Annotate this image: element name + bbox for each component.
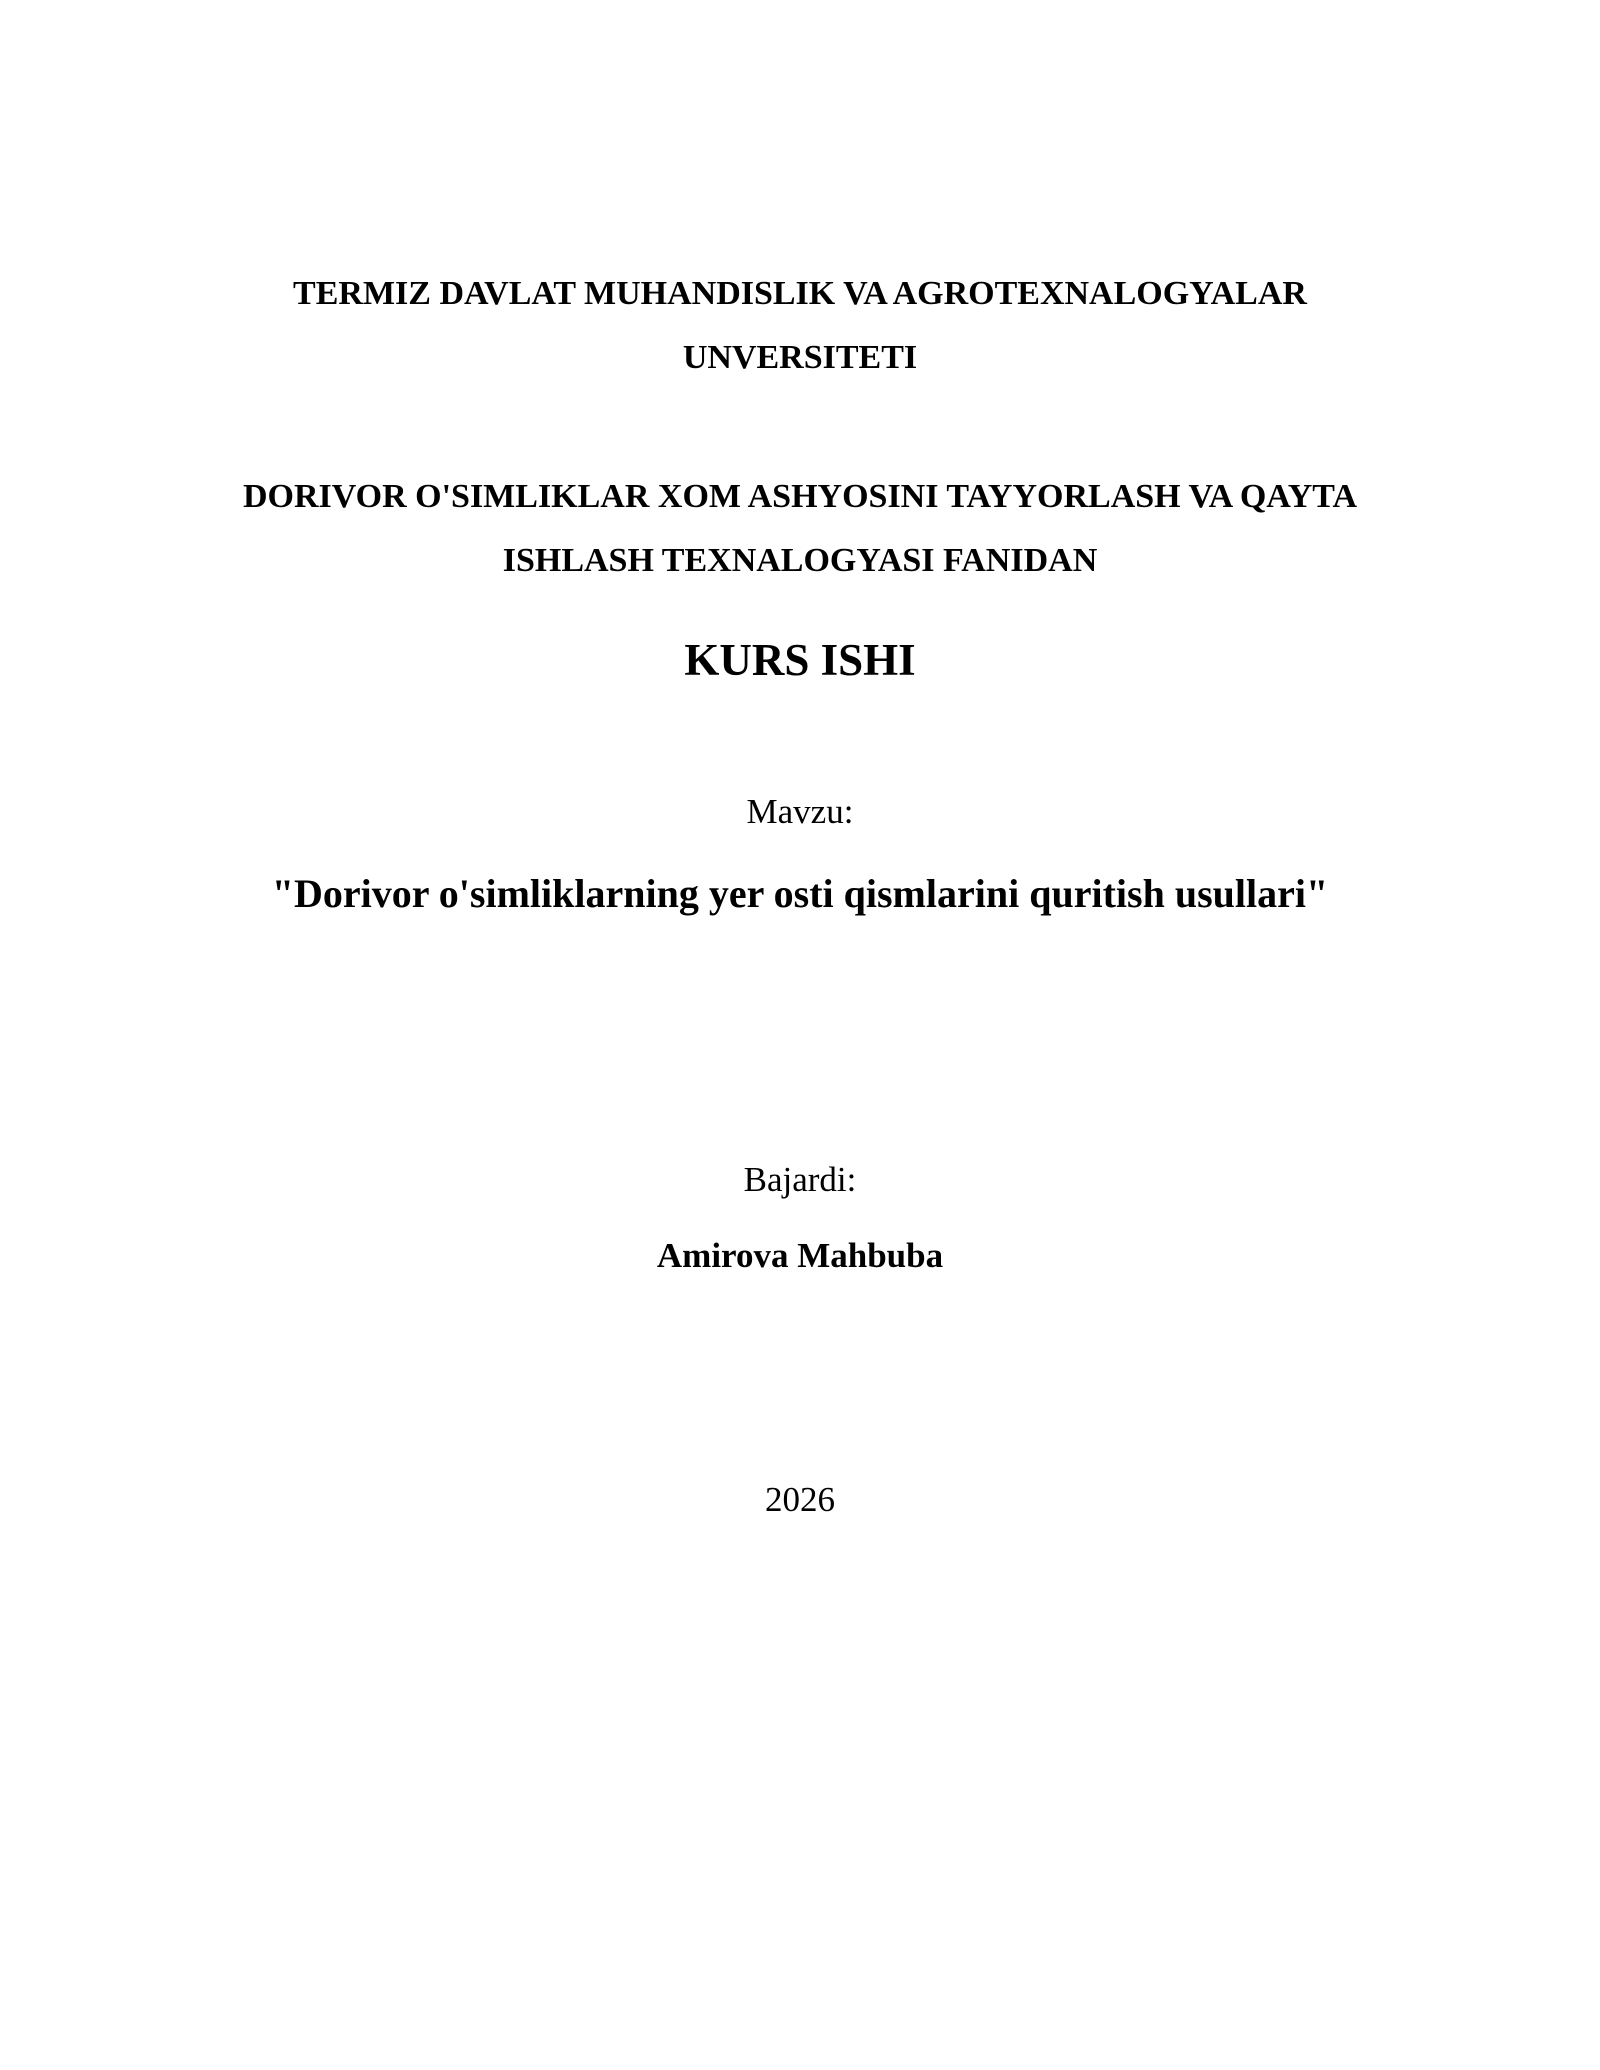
- author-name: Amirova Mahbuba: [656, 1236, 944, 1275]
- institution-name-line-1: TERMIZ DAVLAT MUHANDISLIK VA AGROTEXNALOGYALAR: [293, 275, 1307, 312]
- subject-name-line-2: ISHLASH TEXNALOGYASI FANIDAN: [502, 542, 1098, 579]
- institution-name-line-2: UNVERSITETI: [682, 339, 918, 376]
- author-label: Bajardi:: [743, 1160, 857, 1199]
- subject-name-line-1: DORIVOR O'SIMLIKLAR XOM ASHYOSINI TAYYORLASH VA QAYTA: [242, 478, 1357, 515]
- topic-label: Mavzu:: [746, 792, 854, 831]
- topic-title: "Dorivor o'simliklarning yer osti qismlarini quritish usullari": [271, 871, 1329, 916]
- document-type-heading: KURS ISHI: [684, 635, 916, 685]
- year: 2026: [765, 1480, 835, 1519]
